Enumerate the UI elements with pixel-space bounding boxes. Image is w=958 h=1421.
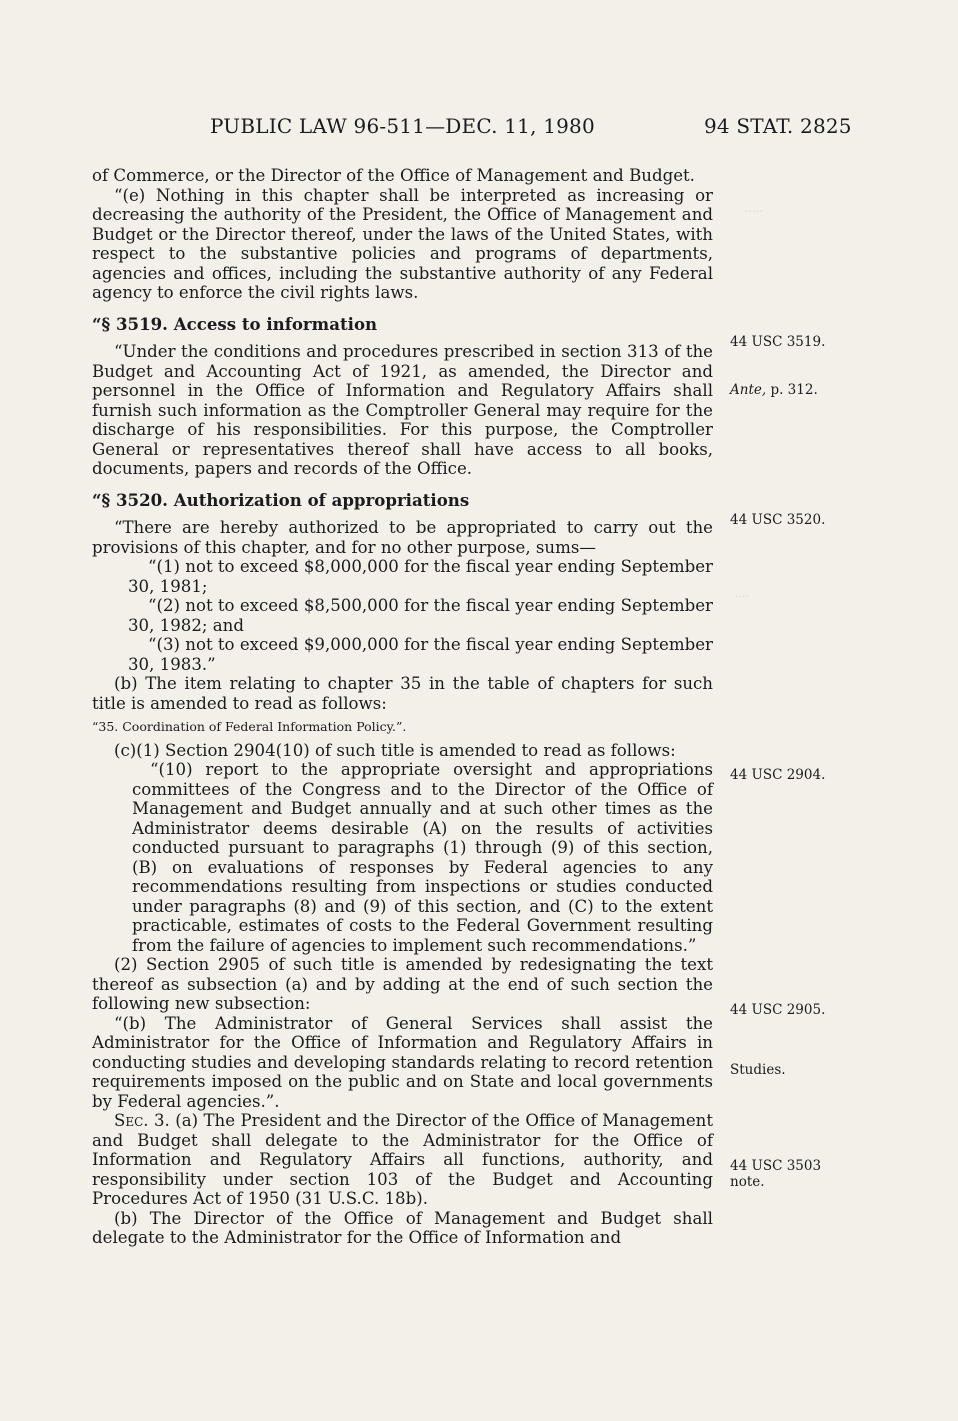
section-symbol: “§ 3519.: [92, 313, 168, 334]
margin-note: 44 USC 3519.: [730, 334, 826, 350]
margin-note-italic: Ante,: [730, 382, 767, 398]
margin-note-text: p. 312.: [766, 382, 818, 398]
section-title: Access to information: [173, 313, 378, 334]
bleed-through-mark: ····: [735, 590, 749, 603]
body-text: [92, 166, 713, 1248]
paragraph: “There are hereby authorized to be appropriated to carry out the provisions of this chapter, and for no other purpose, sums—: [92, 518, 713, 557]
margin-note: [730, 382, 818, 398]
section-symbol: “§ 3520.: [92, 489, 168, 510]
running-header-title: PUBLIC LAW 96-511—DEC. 11, 1980: [210, 114, 595, 138]
list-item-text: “(1) not to exceed $8,000,000 for the fiscal year ending September 30, 1981;: [128, 557, 713, 596]
margin-note: 44 USC 2904.: [730, 767, 826, 783]
list-item: [92, 635, 713, 674]
margin-note-line: note.: [730, 1174, 765, 1190]
margin-note: [730, 1158, 821, 1190]
section-label: Sec. 3.: [114, 1111, 170, 1130]
section-heading-3520: [92, 491, 713, 511]
list-item: [92, 557, 713, 596]
margin-note-line: 44 USC 3503: [730, 1158, 822, 1174]
list-item-text: “(2) not to exceed $8,500,000 for the fiscal year ending September 30, 1982; and: [128, 596, 713, 635]
section-heading-3519: [92, 315, 713, 335]
paragraph: of Commerce, or the Director of the Office of Management and Budget.: [92, 166, 695, 185]
paragraph: “Under the conditions and procedures prescribed in section 313 of the Budget and Accounting Act of 1921, as amended, the Director and personnel in the Office of Information and Regulatory Affairs shall furnish such information as the Comptroller General may require for the discharge of his responsibilities. For this purpose, the Comptroller General or representatives thereof shall have access to all books, documents, papers and records of the Office.: [92, 342, 713, 478]
list-item: [92, 596, 713, 635]
paragraph: “(e) Nothing in this chapter shall be interpreted as increasing or decreasing the authority of the President, the Office of Management and Budget or the Director thereof, under the laws of the United States, with respect to the substantive policies and programs of departments, agencies and offices, including the substantive authority of any Federal agency to enforce the civil rights laws.: [92, 185, 713, 302]
list-item-text: “(3) not to exceed $9,000,000 for the fiscal year ending September 30, 1983.”: [128, 635, 713, 674]
section-title: Authorization of appropriations: [173, 489, 470, 510]
quoted-paragraph: “(10) report to the appropriate oversight and appropriations committees of the Congress and to the Director of the Office of Management and Budget annually and at such other times as the Administrator deems desirable (A) on the results of activities conducted pursuant to paragraphs (1) through (9) of this section, (B) on evaluations of responses by Federal agencies to any recommendations resulting from inspections or studies conducted under paragraphs (8) and (9) of this section, and (C) to the extent practicable, estimates of costs to the Federal Government resulting from the failure of agencies to implement such recommendations.”: [132, 760, 713, 955]
margin-note: Studies.: [730, 1062, 786, 1078]
paragraph: (b) The item relating to chapter 35 in the table of chapters for such title is amended to read as follows:: [92, 674, 713, 713]
paragraph: (2) Section 2905 of such title is amended by redesignating the text thereof as subsection (a) and by adding at the end of such section the following new subsection:: [92, 955, 713, 1013]
margin-note: 44 USC 2905.: [730, 1002, 826, 1018]
paragraph: [92, 1111, 713, 1209]
paragraph-text: (a) The President and the Director of the Office of Management and Budget shall delegate to the Administrator for the Office of Information and Regulatory Affairs all functions, authority, and responsibility under section 103 of the Budget and Accounting Procedures Act of 1950 (31 U.S.C. 18b).: [92, 1111, 713, 1208]
paragraph: (b) The Director of the Office of Management and Budget shall delegate to the Administrator for the Office of Information and: [92, 1208, 713, 1247]
margin-note: 44 USC 3520.: [730, 512, 826, 528]
paragraph: (c)(1) Section 2904(10) of such title is amended to read as follows:: [114, 740, 676, 760]
running-header-stat-page: 94 STAT. 2825: [704, 114, 852, 138]
bleed-through-mark: ·····: [745, 205, 763, 218]
chapter-table-entry: “35. Coordination of Federal Information Policy.”.: [92, 719, 407, 734]
paragraph: “(b) The Administrator of General Services shall assist the Administrator for the Office of Information and Regulatory Affairs in conducting studies and developing standards relating to record retention requirements imposed on the public and on State and local governments by Federal agencies.”.: [92, 1013, 713, 1111]
